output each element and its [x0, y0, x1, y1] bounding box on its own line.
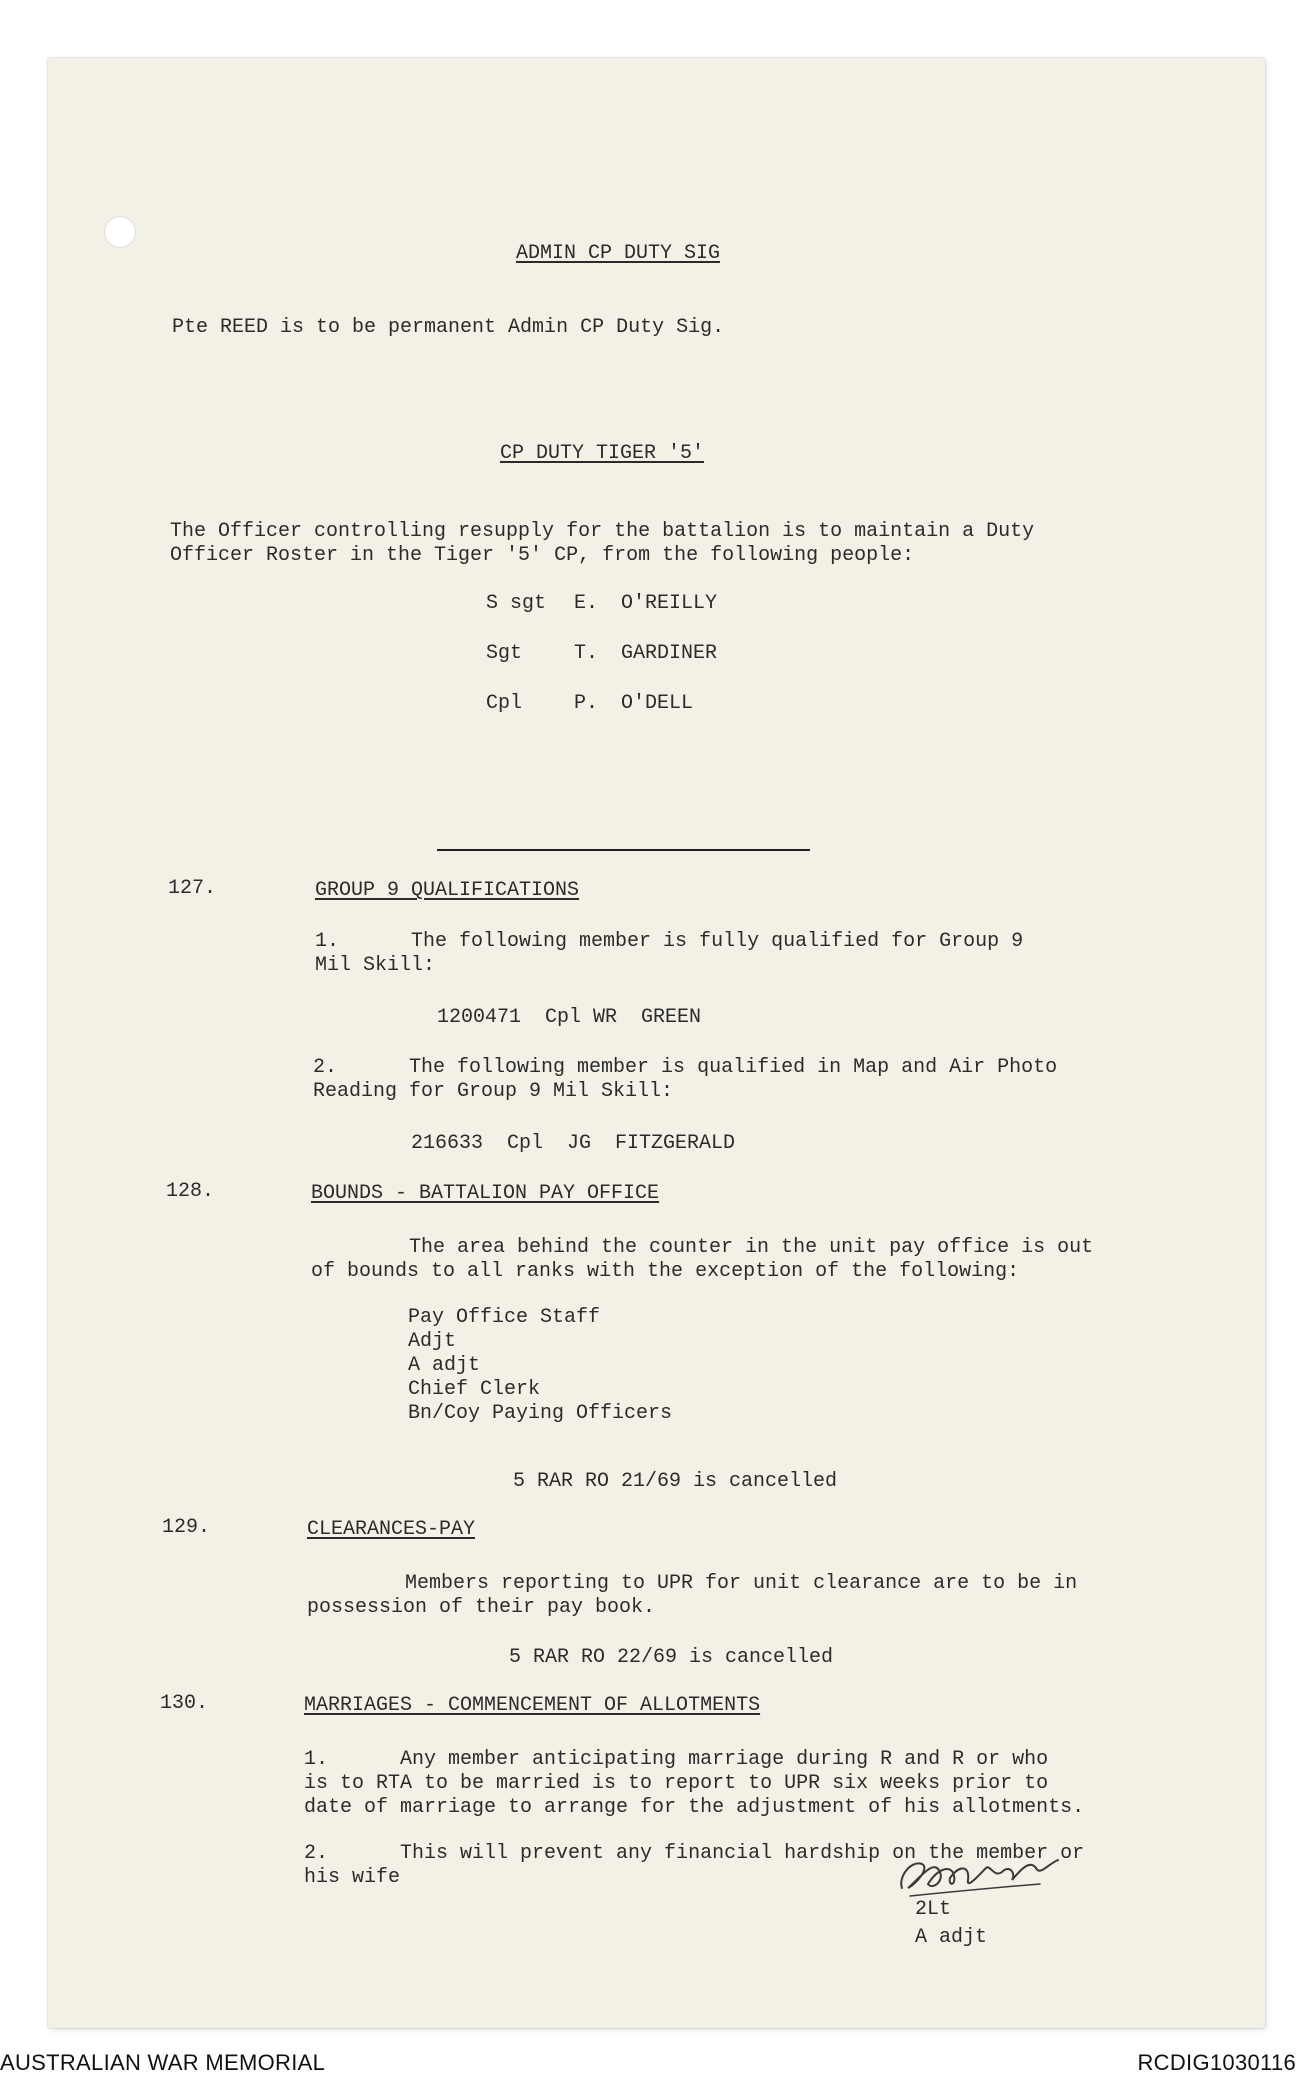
section-number-130: 130.: [160, 1692, 209, 1715]
s128-list-item: Pay Office Staff: [408, 1306, 601, 1329]
footer-archive-name: AUSTRALIAN WAR MEMORIAL: [0, 2050, 326, 2075]
person-initial: T.: [574, 642, 599, 665]
s130-p1-line2: is to RTA to be married is to report to UPR six weeks prior to: [304, 1772, 1049, 1795]
person-surname: O'DELL: [621, 692, 694, 715]
section-heading-130: MARRIAGES - COMMENCEMENT OF ALLOTMENTS: [304, 1694, 761, 1717]
person-surname: O'REILLY: [621, 592, 718, 615]
s127-p1-member: 1200471 Cpl WR GREEN: [437, 1006, 702, 1029]
person-initial: P.: [574, 692, 599, 715]
section-divider: [437, 849, 810, 851]
person-surname: GARDINER: [621, 642, 718, 665]
s127-p2-line1: 2. The following member is qualified in Map and Air Photo: [313, 1056, 1058, 1079]
s128-line1: The area behind the counter in the unit pay office is out: [409, 1236, 1094, 1259]
s129-line2: possession of their pay book.: [307, 1596, 656, 1619]
signoff-title: A adjt: [915, 1926, 988, 1949]
cp-duty-text-line2: Officer Roster in the Tiger '5' CP, from the following people:: [170, 544, 915, 567]
section-heading-127: GROUP 9 QUALIFICATIONS: [315, 879, 580, 902]
admin-cp-heading: ADMIN CP DUTY SIG: [516, 242, 721, 265]
s129-line1: Members reporting to UPR for unit clearance are to be in: [405, 1572, 1078, 1595]
cp-duty-text-line1: The Officer controlling resupply for the battalion is to maintain a Duty: [170, 520, 1035, 543]
s128-cancel: 5 RAR RO 21/69 is cancelled: [513, 1470, 838, 1493]
s130-p1-line1: 1. Any member anticipating marriage during R and R or who: [304, 1748, 1049, 1771]
person-rank: Cpl: [486, 692, 523, 715]
section-heading-129: CLEARANCES-PAY: [307, 1518, 476, 1541]
s128-line2: of bounds to all ranks with the exception of the following:: [311, 1260, 1020, 1283]
signoff-rank: 2Lt: [915, 1898, 952, 1921]
footer-record-id: RCDIG1030116: [1137, 2050, 1296, 2075]
person-initial: E.: [574, 592, 599, 615]
s130-p2-line1: 2. This will prevent any financial hardship on the member or: [304, 1842, 1085, 1865]
s128-list-item: A adjt: [408, 1354, 481, 1377]
document-page: [48, 58, 1265, 2028]
s127-p1-line1: 1. The following member is fully qualified for Group 9: [315, 930, 1024, 953]
section-number-129: 129.: [162, 1516, 211, 1539]
cp-duty-heading: CP DUTY TIGER '5': [500, 442, 705, 465]
s130-p1-line3: date of marriage to arrange for the adjustment of his allotments.: [304, 1796, 1085, 1819]
admin-cp-text: Pte REED is to be permanent Admin CP Duty Sig.: [172, 316, 725, 339]
s128-list-item: Chief Clerk: [408, 1378, 541, 1401]
s129-cancel: 5 RAR RO 22/69 is cancelled: [509, 1646, 834, 1669]
punch-hole: [104, 216, 136, 248]
s128-list-item: Adjt: [408, 1330, 457, 1353]
s127-p2-line2: Reading for Group 9 Mil Skill:: [313, 1080, 674, 1103]
s127-p2-member: 216633 Cpl JG FITZGERALD: [411, 1132, 736, 1155]
section-number-127: 127.: [168, 877, 217, 900]
section-heading-128: BOUNDS - BATTALION PAY OFFICE: [311, 1182, 660, 1205]
s130-p2-line2: his wife: [304, 1866, 401, 1889]
s128-list-item: Bn/Coy Paying Officers: [408, 1402, 673, 1425]
section-number-128: 128.: [166, 1180, 215, 1203]
person-rank: S sgt: [486, 592, 547, 615]
s127-p1-line2: Mil Skill:: [315, 954, 436, 977]
person-rank: Sgt: [486, 642, 523, 665]
